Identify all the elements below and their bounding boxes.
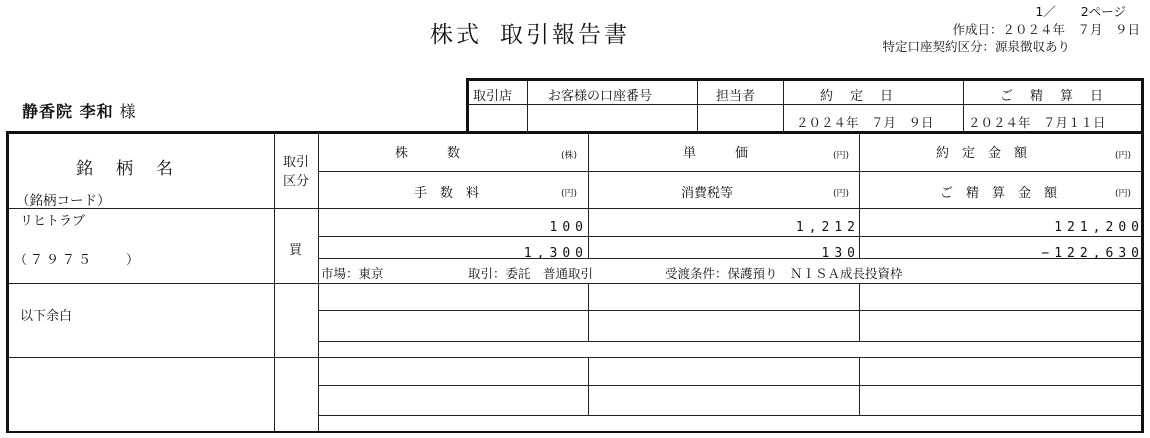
market-info: 市場：東京 [321, 266, 384, 281]
trade-date-header: 約 定 日 [820, 89, 896, 104]
info-top-border [466, 78, 1144, 81]
trade-type: 買 [289, 243, 303, 258]
outer-top-border [6, 131, 1144, 134]
settlement-amount-unit: (円) [1115, 189, 1132, 199]
branch-header: 取引店 [473, 89, 513, 104]
security-code-header: （銘柄コード） [16, 193, 111, 209]
fee-header: 手 数 料 [414, 186, 480, 201]
created-date: 作成日：２０２４年 ７月 ９日 [952, 22, 1140, 37]
contract-amount-value: 121,200 [1054, 220, 1144, 235]
account-type: 特定口座契約区分：源泉徴収あり [882, 39, 1070, 54]
settlement-amount-header: ご 精 算 金 額 [940, 186, 1058, 201]
unit-price-value: 1,212 [795, 220, 860, 235]
trade-kind-info: 取引：委託 普通取引 [468, 266, 594, 281]
unit-price-header: 単 価 [683, 146, 749, 161]
info-left-border [466, 78, 469, 133]
info-divider [469, 104, 1141, 105]
staff-header: 担当者 [716, 89, 756, 104]
page-number: 1／ 2ページ [1035, 4, 1126, 19]
trade-date: ２０２４年 ７月 ９日 [796, 115, 934, 130]
outer-bottom-border [6, 431, 1144, 433]
shares-header: 株 数 [395, 146, 461, 161]
security-name-header: 銘 柄 名 [76, 159, 176, 179]
document-title: 株式 取引報告書 [430, 22, 630, 48]
delivery-condition-info: 受渡条件：保護預り ＮＩＳＡ成長投資枠 [665, 266, 903, 281]
tax-header: 消費税等 [681, 186, 734, 201]
settlement-date: ２０２４年 ７月１１日 [968, 115, 1106, 130]
account-number-header: お客様の口座番号 [548, 89, 653, 104]
contract-amount-header: 約 定 金 額 [936, 146, 1028, 161]
fee-unit: (円) [561, 189, 578, 199]
tax-value: 130 [821, 246, 860, 261]
unit-price-unit: (円) [833, 151, 850, 161]
shares-unit: (株) [561, 151, 578, 161]
security-name: リヒトラブ [20, 214, 86, 229]
contract-amount-unit: (円) [1115, 151, 1132, 161]
settlement-date-header: ご 精 算 日 [1000, 89, 1106, 104]
security-code: （７９７５ ） [14, 253, 143, 268]
blank-below-note: 以下余白 [20, 309, 73, 324]
settlement-amount-value: −122,630 [1041, 246, 1144, 261]
shares-value: 100 [549, 220, 588, 235]
outer-left-border [6, 131, 9, 433]
fee-value: 1,300 [523, 246, 588, 261]
trade-type-header: 取引 区分 [283, 155, 310, 189]
tax-unit: (円) [833, 189, 850, 199]
customer-name: 静香院 李和 様 [22, 102, 137, 121]
